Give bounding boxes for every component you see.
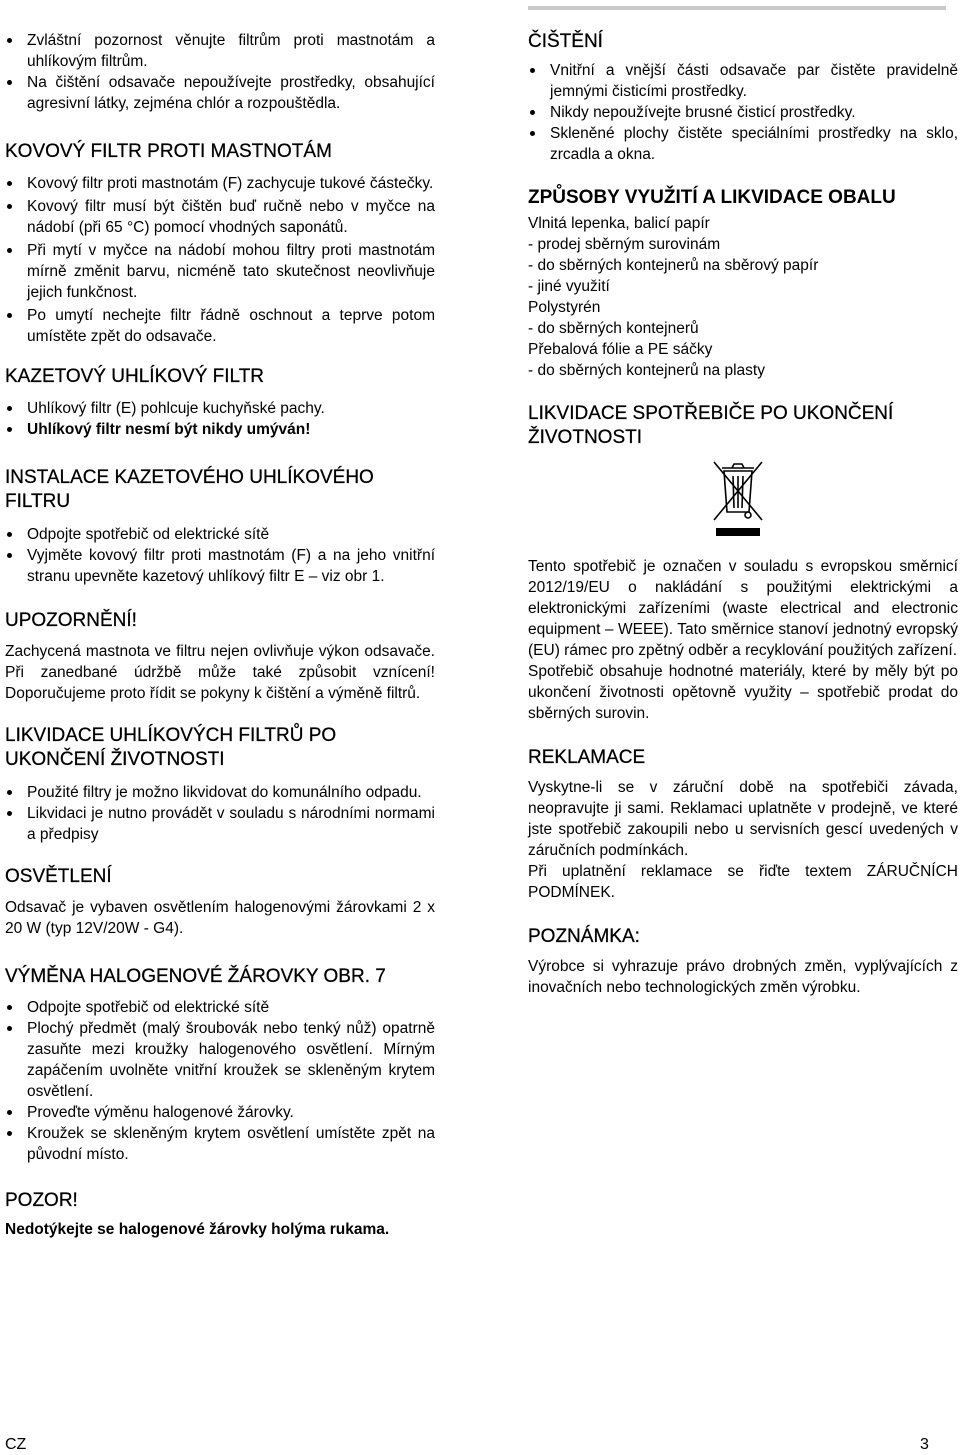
packaging-line: - jiné využití: [528, 278, 610, 295]
packaging-line: Vlnitá lepenka, balicí papír: [528, 215, 710, 232]
list-item: Uhlíkový filtr (E) pohlcuje kuchyňské pachy.: [5, 398, 435, 419]
carbon-filter-list: [5, 398, 435, 440]
warning-heading: UPOZORNĚNÍ!: [5, 610, 137, 631]
lighting-heading: OSVĚTLENÍ: [5, 866, 112, 887]
list-item: Odpojte spotřebič od elektrické sítě: [5, 524, 435, 545]
list-item: Zvláštní pozornost věnujte filtrům proti mastnotám a uhlíkovým filtrům.: [5, 30, 435, 72]
cleaning-heading: ČIŠTĚNÍ: [528, 31, 603, 52]
eol-text-2: Spotřebič obsahuje hodnotné materiály, které by měly být po ukončení životnosti opětovně využity – spotřebič prodat do sběrných surovin.: [528, 663, 958, 722]
complaint-heading: REKLAMACE: [528, 747, 646, 768]
caution-heading: POZOR!: [5, 1190, 78, 1211]
eol-text: Tento spotřebič je označen v souladu s evropskou směrnicí 2012/19/EU o nakládání s použitými elektrickými a elektronickými zařízeními (waste electrical and electronic equipment – WEEE). Tato směrnice stanoví jednotný evropský (EU) rámec pro zpětný odběr a recyklování použitých zařízení.: [528, 558, 958, 659]
crossed-out-wheeled-bin-icon: [708, 458, 768, 540]
list-item: Likvidaci je nutno provádět v souladu s národními normami a předpisy: [5, 803, 435, 845]
note-heading: POZNÁMKA:: [528, 926, 640, 947]
packaging-lines: [528, 213, 958, 381]
cleaning-list: [528, 60, 958, 165]
list-item: Po umytí nechejte filtr řádně oschnout a teprve potom umístěte zpět do odsavače.: [5, 305, 435, 347]
list-item-warning: Uhlíkový filtr nesmí být nikdy umýván!: [5, 419, 435, 440]
list-item: Použité filtry je možno likvidovat do komunálního odpadu.: [5, 782, 435, 803]
disposal-heading: LIKVIDACE UHLÍKOVÝCH FILTRŮ PO UKONČENÍ ŽIVOTNOSTI: [5, 725, 337, 770]
packaging-line: Přebalová fólie a PE sáčky: [528, 341, 713, 358]
list-item: Při mytí v myčce na nádobí mohou filtry proti mastnotám mírně změnit barvu, nicméně tato skutečnost neovlivňuje jejich funkčnost.: [5, 240, 435, 303]
caution-text: Nedotýkejte se halogenové žárovky holýma rukama.: [5, 1221, 390, 1238]
intro-list: [5, 30, 435, 114]
list-item: Kroužek se skleněným krytem osvětlení umístěte zpět na původní místo.: [5, 1123, 435, 1165]
list-item: Vnitřní a vnější části odsavače par čistěte pravidelně jemnými čisticími prostředky.: [528, 60, 958, 102]
list-item: Proveďte výměnu halogenové žárovky.: [5, 1102, 435, 1123]
bulb-heading: VÝMĚNA HALOGENOVÉ ŽÁROVKY OBR. 7: [5, 966, 386, 987]
note-text: Výrobce si vyhrazuje právo drobných změn, vyplývajících z inovačních nebo technologických změn výrobku.: [528, 958, 958, 996]
list-item: Nikdy nepoužívejte brusné čisticí prostředky.: [528, 102, 958, 123]
bulb-list: [5, 997, 435, 1165]
packaging-line: - prodej sběrným surovinám: [528, 236, 721, 253]
warning-text: Zachycená mastnota ve filtru nejen ovlivňuje výkon odsavače. Při zanedbané údržbě může také způsobit vznícení! Doporučujeme proto řídit se pokyny k čištění a výměně filtrů.: [5, 643, 435, 702]
footer-page-number: 3: [920, 1436, 929, 1453]
packaging-line: - do sběrných kontejnerů: [528, 320, 699, 337]
complaint-text: Vyskytne-li se v záruční době na spotřebiči závada, neopravujte ji sami. Reklamaci uplatněte v prodejně, ve které jste spotřebič zakoupili nebo u servisních gescí uvedených v záručních podmínkách.: [528, 779, 958, 859]
header-rule: [528, 6, 946, 10]
list-item: Odpojte spotřebič od elektrické sítě: [5, 997, 435, 1018]
eol-heading: LIKVIDACE SPOTŘEBIČE PO UKONČENÍ ŽIVOTNOSTI: [528, 403, 894, 448]
complaint-text-2: Při uplatnění reklamace se řiďte textem ZÁRUČNÍCH PODMÍNEK.: [528, 863, 958, 901]
left-column: [5, 30, 435, 1240]
carbon-filter-heading: KAZETOVÝ UHLÍKOVÝ FILTR: [5, 366, 265, 387]
packaging-line: Polystyrén: [528, 299, 601, 316]
list-item: Kovový filtr musí být čištěn buď ručně nebo v myčce na nádobí (při 65 °C) pomocí vhodných saponátů.: [5, 196, 435, 238]
packaging-heading: ZPŮSOBY VYUŽITÍ A LIKVIDACE OBALU: [528, 187, 896, 208]
list-item: Plochý předmět (malý šroubovák nebo tenký nůž) opatrně zasuňte mezi kroužky halogenového osvětlení. Mírným zapáčením uvolněte vnitřní kroužek se skleněným krytem osvětlení.: [5, 1018, 435, 1102]
list-item: Na čištění odsavače nepoužívejte prostředky, obsahující agresivní látky, zejména chlór a rozpouštědla.: [5, 72, 435, 114]
list-item: Vyjměte kovový filtr proti mastnotám (F) a na jeho vnitřní stranu upevněte kazetový uhlíkový filtr E – viz obr 1.: [5, 545, 435, 587]
right-column: [528, 30, 958, 998]
metal-filter-list: [5, 173, 435, 347]
weee-symbol: [528, 458, 958, 540]
metal-filter-heading: KOVOVÝ FILTR PROTI MASTNOTÁM: [5, 141, 332, 162]
packaging-line: - do sběrných kontejnerů na plasty: [528, 362, 765, 379]
install-heading: INSTALACE KAZETOVÉHO UHLÍKOVÉHO FILTRU: [5, 467, 374, 512]
list-item: Skleněné plochy čistěte speciálními prostředky na sklo, zrcadla a okna.: [528, 123, 958, 165]
lighting-text: Odsavač je vybaven osvětlením halogenovými žárovkami 2 x 20 W (typ 12V/20W - G4).: [5, 899, 435, 937]
footer-language: CZ: [5, 1436, 27, 1453]
packaging-line: - do sběrných kontejnerů na sběrový papír: [528, 257, 819, 274]
install-list: [5, 524, 435, 587]
disposal-list: [5, 782, 435, 845]
list-item: Kovový filtr proti mastnotám (F) zachycuje tukové částečky.: [5, 173, 435, 194]
